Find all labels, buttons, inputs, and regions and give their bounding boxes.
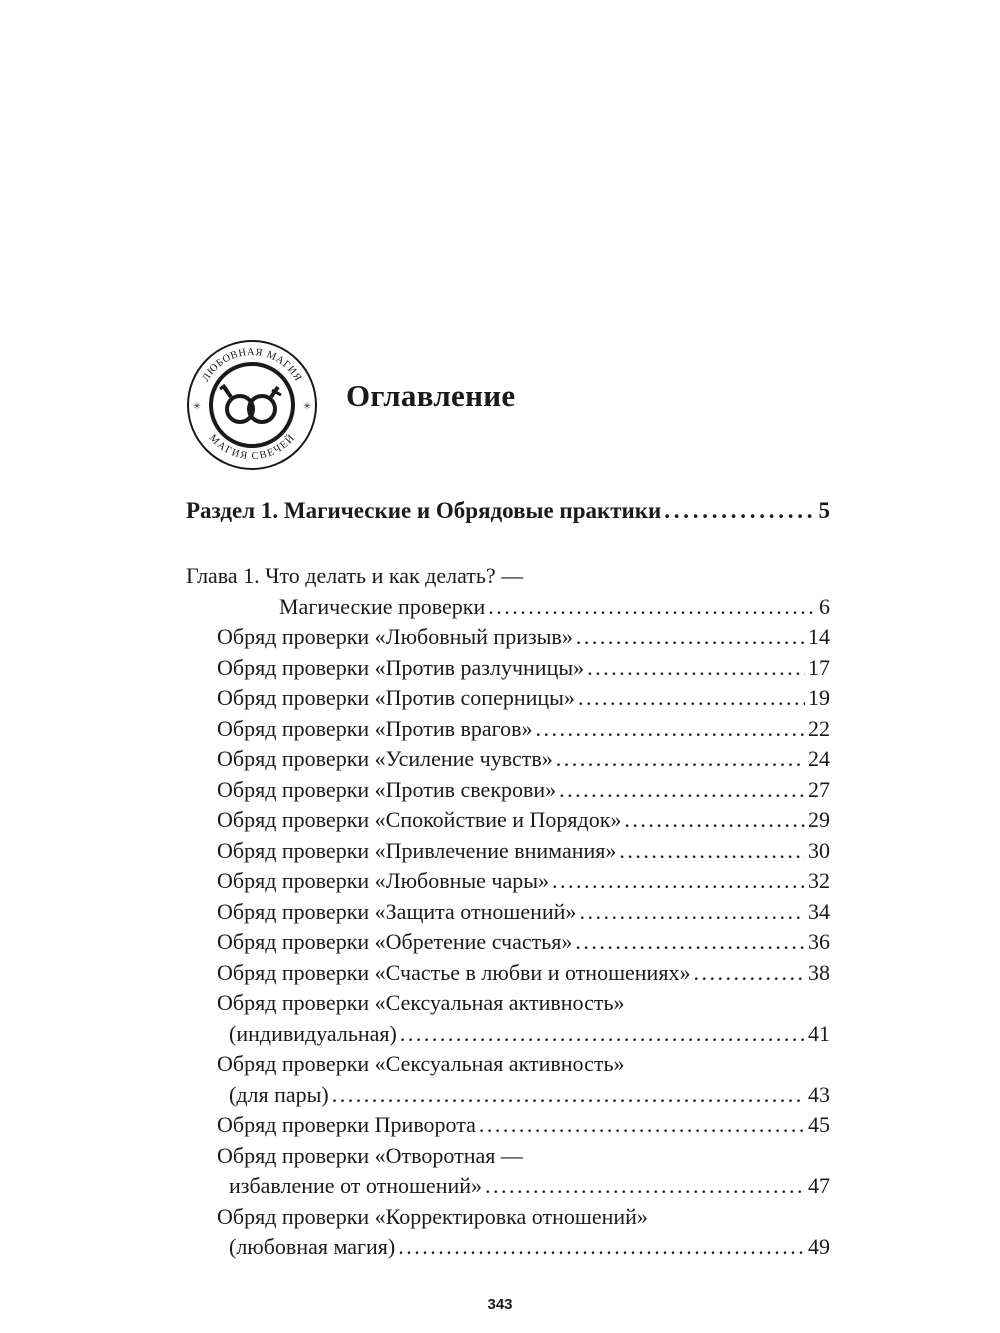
toc-entry bbox=[186, 1141, 830, 1172]
leader-dots bbox=[619, 836, 805, 867]
toc-entry-text: Обряд проверки «Любовные чары» bbox=[217, 868, 550, 893]
toc-entry bbox=[186, 805, 830, 836]
toc-entry bbox=[186, 592, 830, 623]
leader-dots bbox=[332, 1080, 805, 1111]
toc-entry-text: Обряд проверки Приворота bbox=[217, 1112, 476, 1137]
toc-page-number: 38 bbox=[808, 959, 830, 985]
emblem-bottom-text: МАГИЯ СВЕЧЕЙ bbox=[206, 432, 298, 463]
section-page-number: 5 bbox=[818, 498, 830, 523]
toc-page-number: 45 bbox=[808, 1112, 830, 1137]
leader-dots bbox=[693, 958, 805, 989]
toc-page-number: 29 bbox=[808, 807, 830, 832]
love-magic-emblem bbox=[186, 339, 318, 471]
interlocked-rings-icon bbox=[220, 386, 281, 422]
toc-section-entry bbox=[186, 498, 830, 524]
toc-page-number: 19 bbox=[808, 685, 830, 710]
toc-page-number: 14 bbox=[808, 624, 830, 649]
toc-entry-text: Обряд проверки «Привлечение внимания» bbox=[217, 837, 617, 863]
leader-dots bbox=[400, 1019, 805, 1050]
toc-entry bbox=[186, 1110, 830, 1141]
toc-page-number: 36 bbox=[808, 929, 830, 954]
leader-dots bbox=[398, 1232, 805, 1263]
page-title: Оглавление bbox=[346, 378, 516, 413]
toc-entry-text: Обряд проверки «Сексуальная активность» bbox=[217, 1051, 625, 1076]
leader-dots bbox=[488, 592, 816, 623]
toc-entry bbox=[186, 683, 830, 714]
leader-dots bbox=[575, 927, 805, 958]
leader-dots bbox=[556, 744, 805, 775]
toc-entry-text: Обряд проверки «Спокойствие и Порядок» bbox=[217, 807, 622, 832]
toc-entry-text: Глава 1. Что делать и как делать? — bbox=[186, 563, 524, 588]
toc-entry-text: Обряд проверки «Обретение счастья» bbox=[217, 929, 573, 954]
toc-page-number: 22 bbox=[808, 715, 830, 741]
toc-entry-text: Обряд проверки «Против врагов» bbox=[217, 715, 533, 741]
toc-entry bbox=[186, 1232, 830, 1263]
toc-entry-text: (для пары) bbox=[229, 1081, 329, 1107]
emblem-star-right: ✳ bbox=[303, 402, 311, 412]
toc-page-number: 6 bbox=[819, 593, 830, 619]
toc-entry-text: Обряд проверки «Против разлучницы» bbox=[217, 654, 585, 680]
toc-entry-text: Обряд проверки «Против свекрови» bbox=[217, 776, 557, 802]
toc-entry-text: Обряд проверки «Усиление чувств» bbox=[217, 746, 553, 771]
toc-entry-text: Обряд проверки «Любовный призыв» bbox=[217, 624, 573, 649]
leader-dots bbox=[624, 805, 805, 836]
leader-dots bbox=[664, 498, 815, 524]
leader-dots bbox=[579, 897, 805, 928]
toc-entry-text: Обряд проверки «Счастье в любви и отношениях» bbox=[217, 959, 691, 985]
toc-page-number: 30 bbox=[808, 837, 830, 863]
leader-dots bbox=[578, 683, 805, 714]
toc-page-number: 17 bbox=[808, 654, 830, 680]
toc-entry bbox=[186, 866, 830, 897]
toc-page-number: 27 bbox=[808, 776, 830, 802]
toc-entry bbox=[186, 988, 830, 1019]
toc-page-number: 32 bbox=[808, 868, 830, 893]
emblem-top-text: ЛЮБОВНАЯ МАГИЯ bbox=[200, 346, 304, 384]
toc-page-number: 34 bbox=[808, 898, 830, 924]
toc-entry bbox=[186, 622, 830, 653]
toc-entry bbox=[186, 836, 830, 867]
toc-entry-text: Обряд проверки «Защита отношений» bbox=[217, 898, 577, 924]
section-title: Раздел 1. Магические и Обрядовые практики bbox=[186, 498, 662, 523]
toc-entry-text: Магические проверки bbox=[279, 593, 486, 619]
leader-dots bbox=[576, 622, 805, 653]
toc-entry-text: (индивидуальная) bbox=[229, 1020, 397, 1046]
leader-dots bbox=[552, 866, 805, 897]
toc-entry bbox=[186, 744, 830, 775]
toc-entry-text: Обряд проверки «Отворотная — bbox=[217, 1142, 523, 1168]
page-number: 343 bbox=[487, 1296, 513, 1313]
toc-page-number: 49 bbox=[808, 1234, 830, 1259]
toc-entry bbox=[186, 775, 830, 806]
leader-dots bbox=[536, 714, 805, 745]
toc-entry bbox=[186, 1202, 830, 1233]
toc-entry bbox=[186, 653, 830, 684]
toc-entry bbox=[186, 714, 830, 745]
leader-dots bbox=[559, 775, 805, 806]
toc-entry-text: Обряд проверки «Корректировка отношений» bbox=[217, 1203, 648, 1229]
toc-chapter-heading bbox=[186, 561, 830, 592]
toc-entry bbox=[186, 1019, 830, 1050]
toc-entry-text: (любовная магия) bbox=[229, 1234, 396, 1259]
leader-dots bbox=[479, 1110, 805, 1141]
toc-entry bbox=[186, 958, 830, 989]
emblem-star-left: ✳ bbox=[193, 402, 201, 412]
toc-entry-text: Обряд проверки «Против соперницы» bbox=[217, 685, 575, 710]
toc-entry bbox=[186, 897, 830, 928]
toc-page-number: 47 bbox=[808, 1173, 830, 1198]
toc-entry-text: избавление от отношений» bbox=[229, 1173, 483, 1198]
toc-page-number: 43 bbox=[808, 1081, 830, 1107]
toc-page-number: 41 bbox=[808, 1020, 830, 1046]
toc-entry bbox=[186, 1080, 830, 1111]
toc-entry-text: Обряд проверки «Сексуальная активность» bbox=[217, 990, 625, 1015]
leader-dots bbox=[587, 653, 805, 684]
toc-page-number: 24 bbox=[808, 746, 830, 771]
toc-entry bbox=[186, 927, 830, 958]
table-of-contents bbox=[186, 561, 830, 1263]
toc-entry bbox=[186, 1171, 830, 1202]
toc-entry bbox=[186, 1049, 830, 1080]
leader-dots bbox=[485, 1171, 805, 1202]
